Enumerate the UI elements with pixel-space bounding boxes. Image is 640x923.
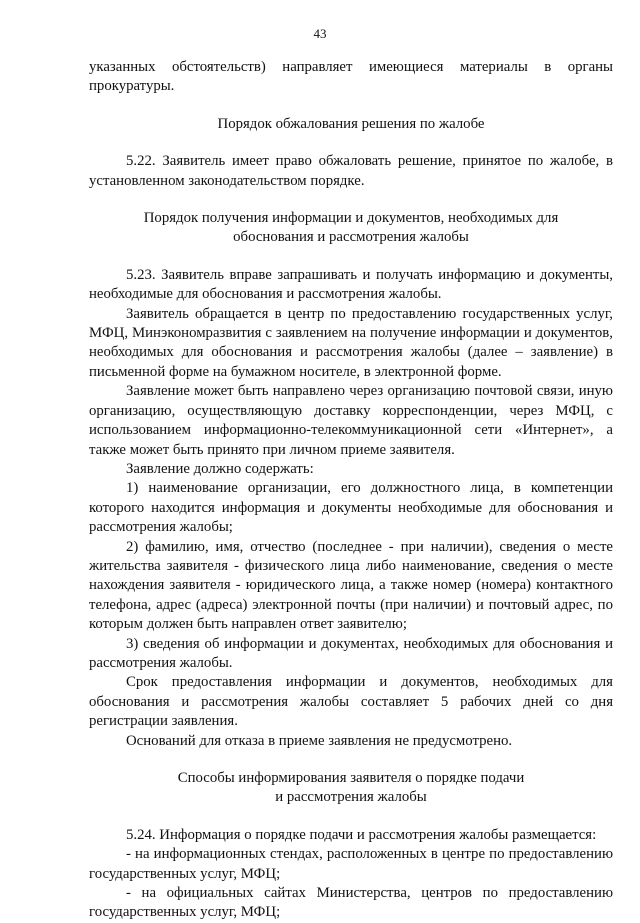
- document-body: [89, 58, 613, 923]
- page-number: 43: [313, 26, 327, 41]
- heading-line: и рассмотрения жалобы: [275, 789, 427, 806]
- paragraph-term: Срок предоставления информации и документов, необходимых для обоснования и рассмотрения жалобы составляет 5 рабочих дней со дня регистрации заявления.: [89, 674, 613, 730]
- paragraph-applicant-request: Заявитель обращается в центр по предоставлению государственных услуг, МФЦ, Минэкономразвития с заявлением на получение информации и документов, необходимых для обоснования и рассмотрения жалобы (далее – заявление) в письменной форме на бумажном носителе, в электронной форме.: [89, 305, 613, 380]
- list-item-2: 2) фамилию, имя, отчество (последнее - при наличии), сведения о месте жительства заявителя - физического лица либо наименование, сведения о месте нахождения заявителя - юридического лица, а также номер (номера) контактного телефона, адрес (адреса) электронной почты (при наличии) и почтовый адрес, по которым должен быть направлен ответ заявителю;: [89, 538, 613, 633]
- paragraph-5-22: 5.22. Заявитель имеет право обжаловать решение, принятое по жалобе, в установленном законодательством порядке.: [89, 153, 613, 189]
- paragraph-contents-intro: Заявление должно содержать:: [126, 460, 314, 477]
- section-heading-appeal-decision: Порядок обжалования решения по жалобе: [217, 115, 485, 132]
- paragraph-5-24: 5.24. Информация о порядке подачи и рассмотрения жалобы размещается:: [126, 826, 597, 843]
- section-heading-informing-methods: [89, 769, 613, 808]
- list-item-info-stands: - на информационных стендах, расположенных в центре по предоставлению государственных услуг, МФЦ;: [89, 846, 613, 882]
- heading-line: Способы информирования заявителя о порядке подачи: [177, 770, 525, 786]
- paragraph-no-refusal: Оснований для отказа в приеме заявления не предусмотрено.: [126, 732, 513, 749]
- list-item-official-sites: - на официальных сайтах Министерства, центров по предоставлению государственных услуг, МФЦ;: [89, 885, 613, 921]
- list-item-3: 3) сведения об информации и документах, необходимых для обоснования и рассмотрения жалобы.: [89, 635, 613, 671]
- section-heading-obtaining-documents: [89, 209, 613, 248]
- paragraph-continuation: указанных обстоятельств) направляет имеющиеся материалы в органы прокуратуры.: [89, 59, 613, 95]
- list-item-1: 1) наименование организации, его должностного лица, в компетенции которого находится информация и документы необходимые для обоснования и рассмотрения жалобы;: [89, 480, 613, 536]
- paragraph-5-23: 5.23. Заявитель вправе запрашивать и получать информацию и документы, необходимые для обоснования и рассмотрения жалобы.: [89, 266, 613, 303]
- heading-line: обоснования и рассмотрения жалобы: [233, 229, 469, 246]
- heading-line: Порядок получения информации и документов, необходимых для: [143, 210, 559, 227]
- paragraph-submission-methods: Заявление может быть направлено через организацию почтовой связи, иную организацию, осуществляющую доставку корреспонденции, через МФЦ, с использованием информационно-телекоммуникационной сети «Интернет», а также может быть принято при личном приеме заявителя.: [89, 383, 613, 458]
